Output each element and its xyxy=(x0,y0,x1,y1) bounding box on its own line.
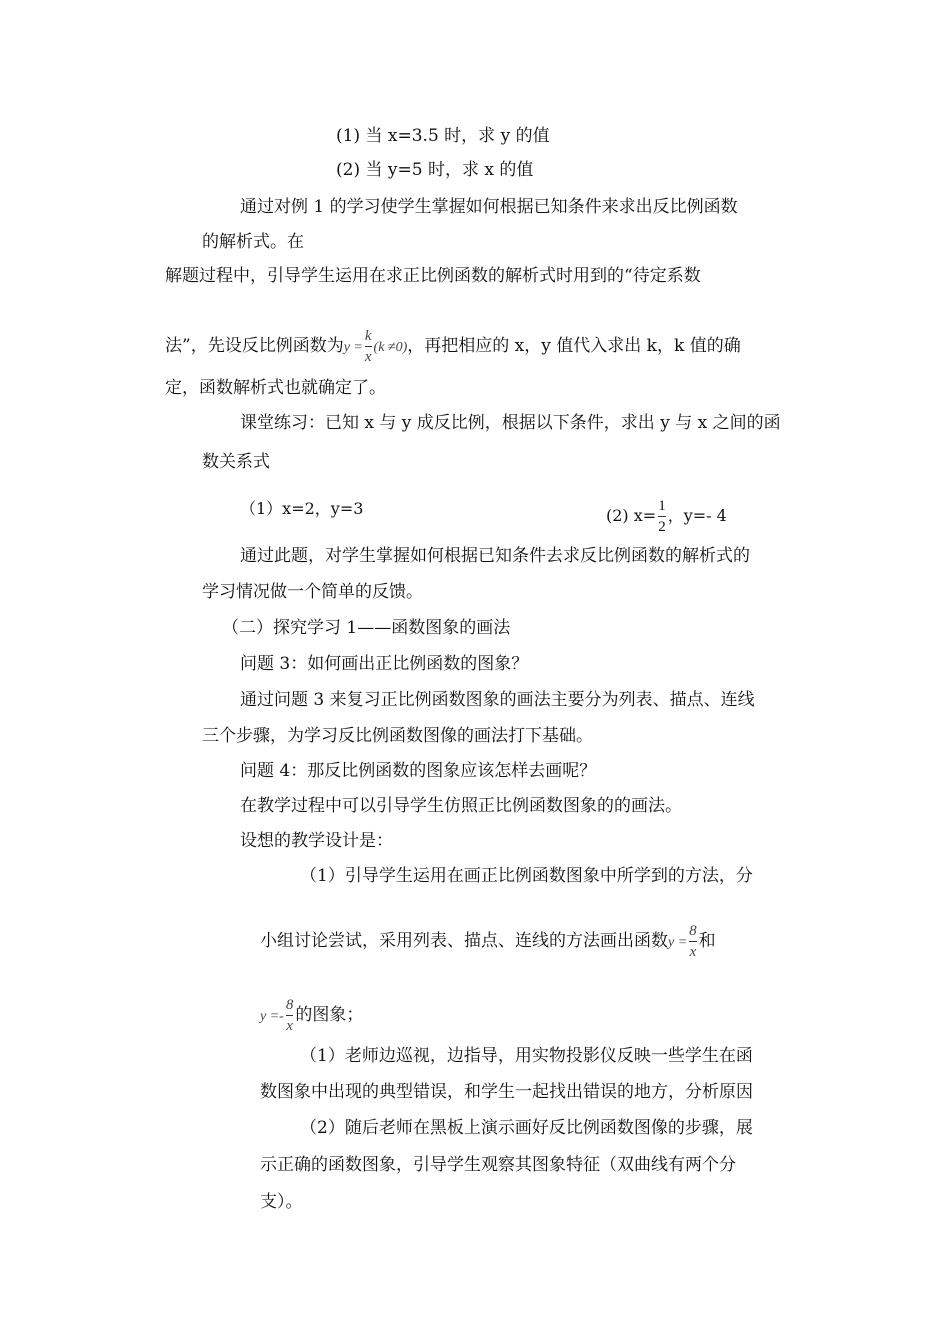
step-1-line-2 xyxy=(260,922,716,961)
paragraph-3-line-2: 学习情况做一个简单的反馈。 xyxy=(202,582,423,602)
step-1-line-1: （1）引导学生运用在画正比例函数图象中所学到的方法，分 xyxy=(300,866,753,886)
fraction-one-half xyxy=(658,497,666,536)
text-segment: ，y=- 4 xyxy=(667,506,727,525)
text-segment: 和 xyxy=(698,931,716,951)
fraction-bar xyxy=(365,346,372,347)
question-2: (2) 当 y=5 时，求 x 的值 xyxy=(336,160,534,180)
text-segment: ，再把相应的 x，y 值代入求出 k，k 值的确 xyxy=(407,336,741,356)
formula-condition: (k ≠0) xyxy=(373,340,408,355)
paragraph-6: 设想的教学设计是： xyxy=(240,831,393,851)
paragraph-1-line-2: 的解析式。在 xyxy=(202,232,304,252)
formula-lhs: y = xyxy=(343,340,363,355)
paragraph-1-line-1: 通过对例 1 的学习使学生掌握如何根据已知条件来求出反比例函数 xyxy=(240,197,738,217)
fraction-k-over-x xyxy=(365,327,372,366)
paragraph-1-line-3: 解题过程中，引导学生运用在求正比例函数的解析式时用到的“待定系数 xyxy=(165,266,701,286)
paragraph-2-line-2: 数关系式 xyxy=(202,452,270,472)
paragraph-5: 在教学过程中可以引导学生仿照正比例函数图象的的画法。 xyxy=(240,796,682,816)
paragraph-2-line-1: 课堂练习：已知 x 与 y 成反比例，根据以下条件，求出 y 与 x 之间的函 xyxy=(240,413,781,433)
fraction-bar xyxy=(658,516,666,517)
formula-lhs: y =- xyxy=(260,1009,284,1024)
fraction-8-over-x xyxy=(286,996,294,1035)
fraction-denominator: x xyxy=(689,944,697,960)
step-3-line-3: 支）。 xyxy=(260,1192,303,1212)
paragraph-4-line-2: 三个步骤，为学习反比例函数图像的画法打下基础。 xyxy=(202,726,593,746)
step-2-line-1: （1）老师边巡视，边指导，用实物投影仪反映一些学生在函 xyxy=(300,1046,753,1066)
fraction-numerator: 8 xyxy=(285,997,294,1013)
step-3-line-1: （2）随后老师在黑板上演示画好反比例函数图像的步骤，展 xyxy=(300,1118,753,1138)
text-segment: 的图象； xyxy=(295,1005,364,1025)
fraction-numerator: k xyxy=(364,328,372,344)
text-segment: (2) x= xyxy=(606,506,657,525)
fraction-denominator: 2 xyxy=(658,519,666,535)
text-segment: 法”，先设反比例函数为 xyxy=(165,336,344,356)
paragraph-3-line-1: 通过此题，对学生掌握如何根据已知条件去求反比例函数的解析式的 xyxy=(240,546,750,566)
formula-lhs: y = xyxy=(668,935,688,950)
exercise-2 xyxy=(606,497,727,536)
step-2-line-2: 数图象中出现的典型错误，和学生一起找出错误的地方，分析原因 xyxy=(260,1082,753,1102)
fraction-denominator: x xyxy=(364,349,372,365)
exercise-1: （1）x=2，y=3 xyxy=(240,499,364,518)
paragraph-1-line-4 xyxy=(165,327,741,366)
fraction-bar xyxy=(689,941,697,942)
paragraph-4-line-1: 通过问题 3 来复习正比例函数图象的画法主要分为列表、描点、连线 xyxy=(240,690,755,710)
question-3: 问题 3：如何画出正比例函数的图象？ xyxy=(240,654,529,674)
paragraph-1-line-5: 定，函数解析式也就确定了。 xyxy=(165,378,386,398)
fraction-numerator: 1 xyxy=(658,498,666,514)
fraction-denominator: x xyxy=(286,1018,293,1034)
fraction-8-over-x xyxy=(689,922,697,961)
question-1: (1) 当 x=3.5 时，求 y 的值 xyxy=(336,126,550,146)
section-heading: （二）探究学习 1——函数图象的画法 xyxy=(222,618,511,638)
question-4: 问题 4：那反比例函数的图象应该怎样去画呢？ xyxy=(240,761,597,781)
step-3-line-2: 示正确的函数图象，引导学生观察其图象特征（双曲线有两个分 xyxy=(260,1155,736,1175)
fraction-numerator: 8 xyxy=(689,923,697,939)
step-1-line-3 xyxy=(260,996,363,1035)
text-segment: 小组讨论尝试，采用列表、描点、连线的方法画出函数 xyxy=(260,931,668,951)
fraction-bar xyxy=(286,1015,294,1016)
